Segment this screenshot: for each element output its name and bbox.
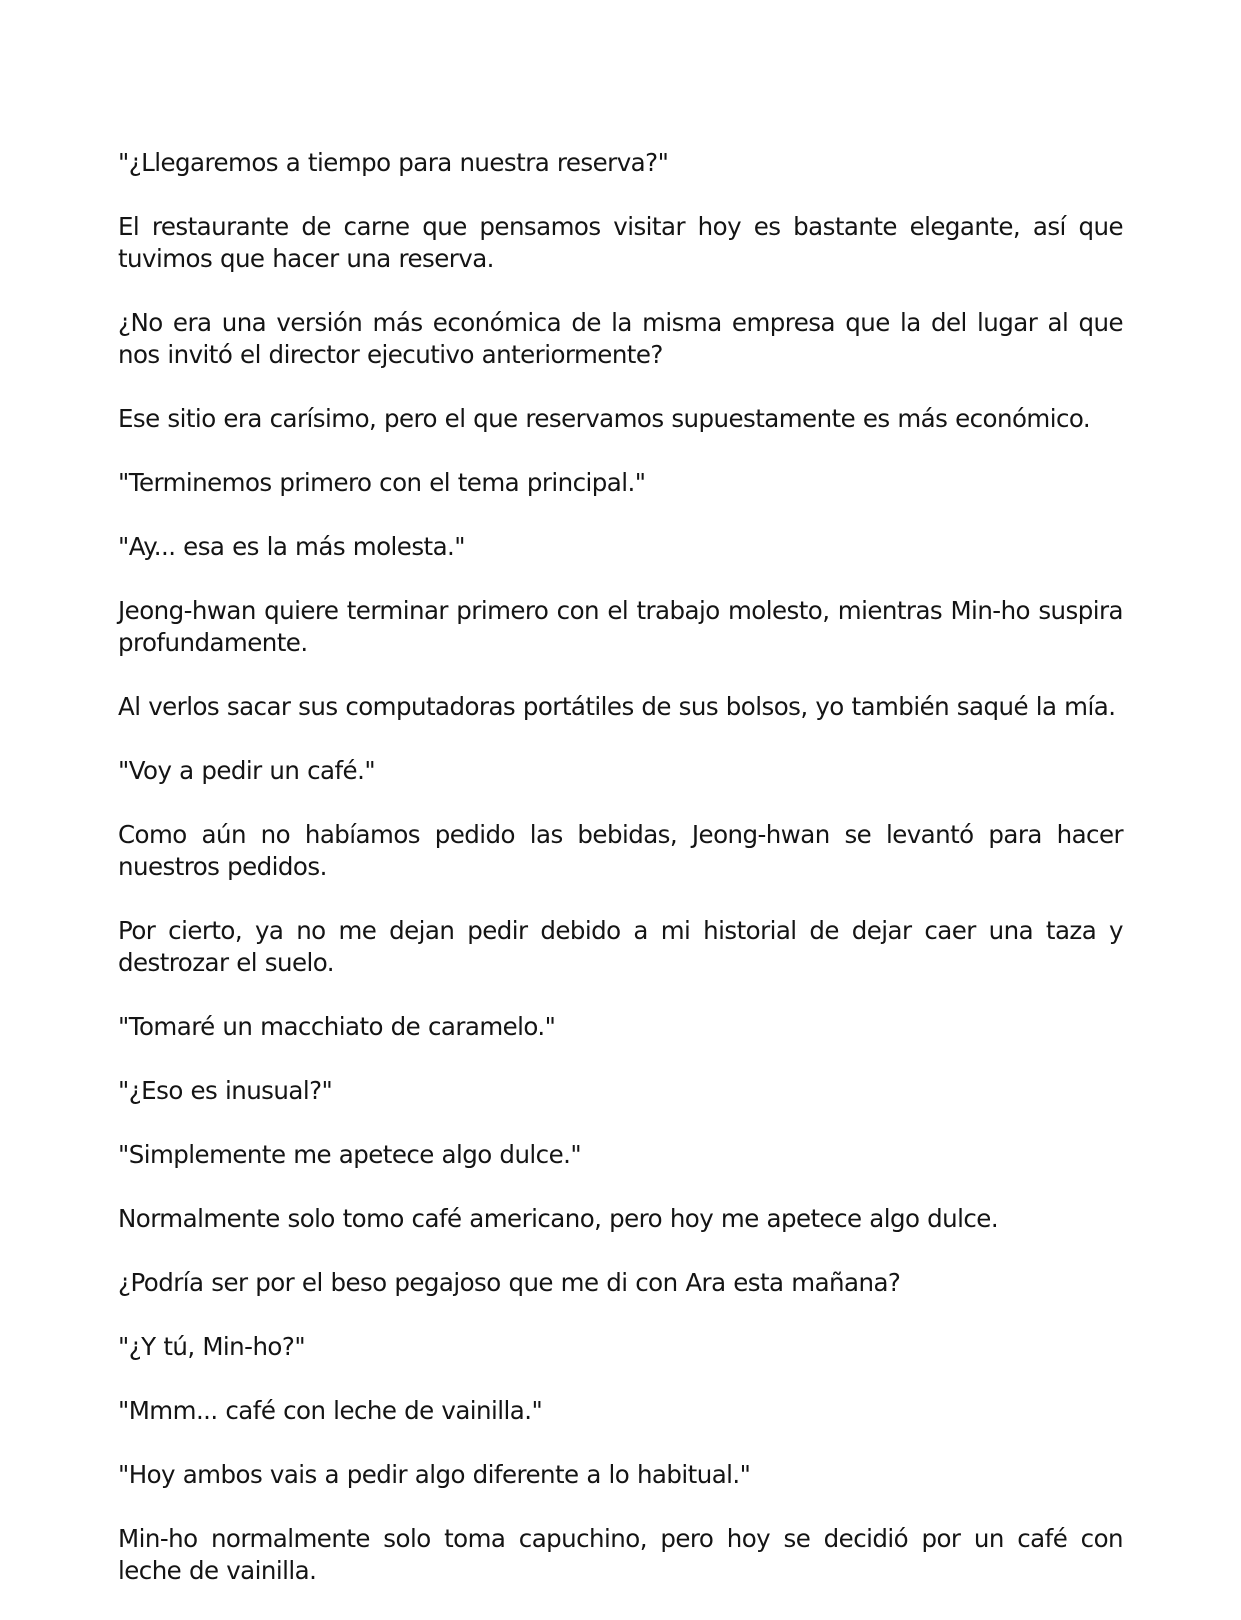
paragraph: "Terminemos primero con el tema principal." xyxy=(118,468,646,497)
paragraph: "¿Llegaremos a tiempo para nuestra reserva?" xyxy=(118,148,669,177)
paragraph: Jeong-hwan quiere terminar primero con el trabajo molesto, mientras Min-ho suspira profundamente. xyxy=(118,596,1123,657)
document-body xyxy=(118,147,1123,1587)
paragraph: "Mmm... café con leche de vainilla." xyxy=(118,1396,543,1425)
paragraph: Min-ho normalmente solo toma capuchino, pero hoy se decidió por un café con leche de vainilla. xyxy=(118,1524,1123,1585)
paragraph: "Voy a pedir un café." xyxy=(118,756,376,785)
paragraph: "Hoy ambos vais a pedir algo diferente a lo habitual." xyxy=(118,1460,751,1489)
paragraph: Por cierto, ya no me dejan pedir debido a mi historial de dejar caer una taza y destrozar el suelo. xyxy=(118,916,1123,977)
paragraph: Al verlos sacar sus computadoras portátiles de sus bolsos, yo también saqué la mía. xyxy=(118,692,1116,721)
paragraph: "Ay... esa es la más molesta." xyxy=(118,532,466,561)
paragraph: ¿Podría ser por el beso pegajoso que me di con Ara esta mañana? xyxy=(118,1268,901,1297)
paragraph: "Simplemente me apetece algo dulce." xyxy=(118,1140,582,1169)
paragraph: ¿No era una versión más económica de la misma empresa que la del lugar al que nos invitó el director ejecutivo anteriormente? xyxy=(118,308,1123,369)
paragraph: El restaurante de carne que pensamos visitar hoy es bastante elegante, así que tuvimos que hacer una reserva. xyxy=(118,212,1123,273)
paragraph: Como aún no habíamos pedido las bebidas, Jeong-hwan se levantó para hacer nuestros pedidos. xyxy=(118,820,1123,881)
paragraph: Ese sitio era carísimo, pero el que reservamos supuestamente es más económico. xyxy=(118,404,1091,433)
paragraph: Normalmente solo tomo café americano, pero hoy me apetece algo dulce. xyxy=(118,1204,999,1233)
paragraph: "Tomaré un macchiato de caramelo." xyxy=(118,1012,556,1041)
paragraph: "¿Eso es inusual?" xyxy=(118,1076,333,1105)
paragraph: "¿Y tú, Min-ho?" xyxy=(118,1332,306,1361)
